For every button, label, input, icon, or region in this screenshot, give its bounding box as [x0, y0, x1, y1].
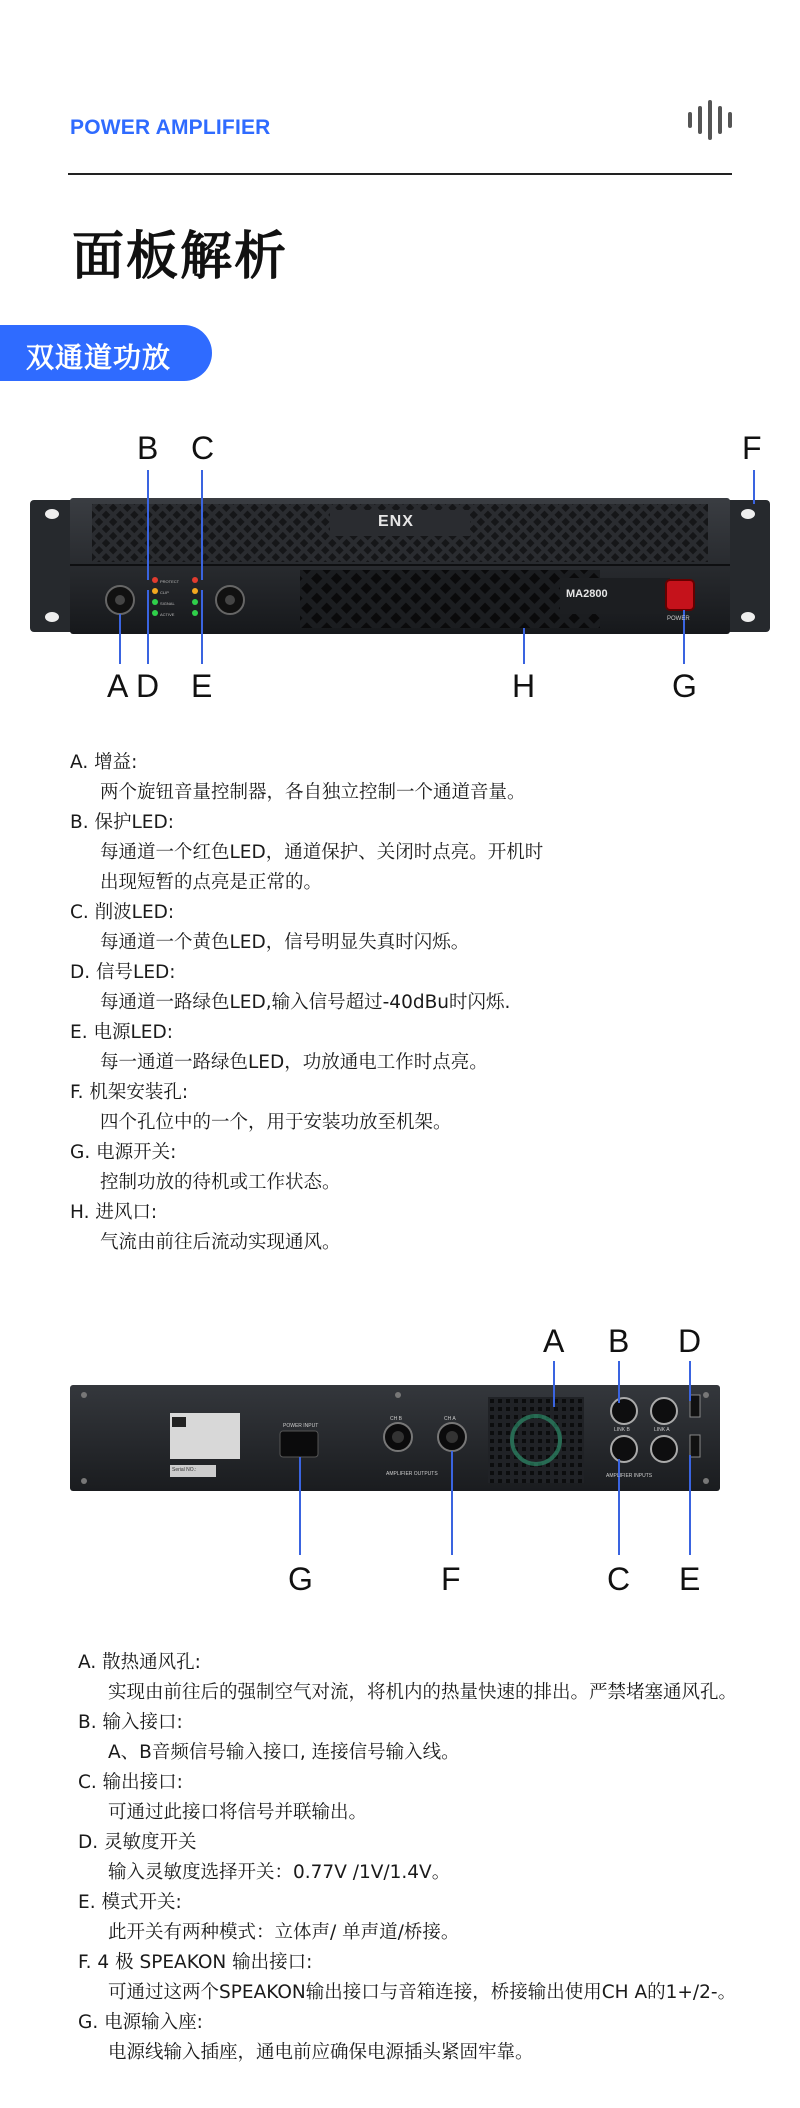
brand-logo: ENX [378, 513, 414, 530]
fan-vent [488, 1397, 584, 1483]
rear-description-list [78, 1648, 737, 2068]
item-text: 可通过这两个SPEAKON输出接口与音箱连接，桥接输出使用CH A的1+/2-。 [108, 1982, 737, 2003]
rack-hole [741, 509, 755, 519]
led-label: SIGNAL [160, 601, 175, 606]
item-title: G. 电源输入座: [78, 2012, 203, 2033]
item-title: B. 保护LED: [70, 812, 174, 833]
ch-a-label: CH A [444, 1416, 456, 1422]
section-tag-label: 双通道功放 [26, 341, 172, 374]
callout-label: F [441, 1561, 461, 1597]
item-title: C. 输出接口: [78, 1772, 183, 1793]
power-inlet [280, 1431, 318, 1457]
callout-label: E [191, 668, 213, 704]
item-text: 出现短暂的点亮是正常的。 [100, 872, 323, 893]
callout-label: C [607, 1561, 631, 1597]
item-title: H. 进风口: [70, 1202, 158, 1223]
list-item [70, 958, 543, 1018]
list-item [78, 1708, 737, 1768]
callout-label: H [512, 668, 536, 704]
ch-b-label: CH B [390, 1416, 402, 1422]
led-label: PROTECT [160, 579, 180, 584]
rack-hole [45, 509, 59, 519]
callout-label: D [678, 1323, 702, 1359]
item-text: 每一通道一路绿色LED，功放通电工作时点亮。 [100, 1052, 488, 1073]
header-divider [68, 173, 732, 175]
item-text: 实现由前往后的强制空气对流，将机内的热量快速的排出。严禁堵塞通风孔。 [108, 1682, 738, 1703]
serial-label: Serial NO.: [172, 1467, 197, 1473]
list-item [78, 1888, 737, 1948]
list-item [70, 1198, 543, 1258]
item-title: D. 信号LED: [70, 962, 176, 983]
item-text: 每通道一个黄色LED，信号明显失真时闪烁。 [100, 932, 470, 953]
callout-label: B [137, 430, 159, 466]
list-item [70, 1138, 543, 1198]
list-item [70, 1078, 543, 1138]
mode-switch [690, 1435, 700, 1457]
callout-label: G [288, 1561, 313, 1597]
list-item [78, 2008, 737, 2068]
item-text: 四个孔位中的一个，用于安装功放至机架。 [100, 1112, 452, 1133]
outputs-label: AMPLIFIER OUTPUTS [386, 1471, 438, 1477]
section-tag [0, 325, 212, 381]
link-a-label: LINK A [654, 1427, 670, 1433]
item-title: F. 4 极 SPEAKON 输出接口: [78, 1952, 313, 1973]
item-title: E. 模式开关: [78, 1892, 182, 1913]
item-text: 可通过此接口将信号并联输出。 [108, 1802, 368, 1823]
list-item [78, 1828, 737, 1888]
brand-label: POWER AMPLIFIER [70, 116, 271, 139]
led-labels [160, 576, 179, 620]
item-text: 此开关有两种模式：立体声/ 单声道/桥接。 [108, 1922, 460, 1943]
inputs-label: AMPLIFIER INPUTS [606, 1473, 653, 1479]
list-item [70, 748, 543, 808]
callout-label: B [608, 1323, 630, 1359]
power-input-label: POWER INPUT [283, 1423, 319, 1429]
led-label: ACTIVE [160, 612, 175, 617]
list-item [78, 1648, 737, 1708]
callout-label: G [672, 668, 697, 704]
callout-label: C [191, 430, 215, 466]
item-title: D. 灵敏度开关 [78, 1832, 197, 1853]
list-item [70, 898, 543, 958]
xlr-input-a [651, 1398, 677, 1424]
rack-hole [45, 612, 59, 622]
front-panel-diagram [0, 430, 800, 710]
item-title: E. 电源LED: [70, 1022, 173, 1043]
list-item [70, 1018, 543, 1078]
item-text: 输入灵敏度选择开关：0.77V /1V/1.4V。 [108, 1862, 451, 1883]
item-title: G. 电源开关: [70, 1142, 177, 1163]
rack-hole [741, 612, 755, 622]
power-switch [666, 580, 694, 610]
callout-label: E [679, 1561, 701, 1597]
item-text: 控制功放的待机或工作状态。 [100, 1172, 341, 1193]
callout-label: A [107, 668, 129, 704]
model-label: MA2800 [566, 588, 608, 600]
item-title: B. 输入接口: [78, 1712, 183, 1733]
xlr-link-a [651, 1436, 677, 1462]
item-title: A. 散热通风孔: [78, 1652, 201, 1673]
item-title: A. 增益: [70, 752, 138, 773]
led-label: CLIP [160, 590, 169, 595]
item-text: 气流由前往后流动实现通风。 [100, 1232, 341, 1253]
list-item [70, 808, 543, 898]
rear-panel-diagram [0, 1325, 800, 1615]
list-item [78, 1948, 737, 2008]
item-text: A、B音频信号输入接口, 连接信号输入线。 [108, 1742, 460, 1763]
intake-grille [300, 570, 600, 628]
item-text: 电源线输入插座，通电前应确保电源插头紧固牢靠。 [108, 2042, 534, 2063]
xlr-link-b [611, 1436, 637, 1462]
callout-label: A [543, 1323, 565, 1359]
list-item [78, 1768, 737, 1828]
item-title: C. 削波LED: [70, 902, 175, 923]
audio-wave-icon [688, 100, 732, 140]
xlr-input-b [611, 1398, 637, 1424]
callout-label: D [136, 668, 160, 704]
sensitivity-switch [690, 1395, 700, 1417]
link-b-label: LINK B [614, 1427, 630, 1433]
page-title: 面板解析 [72, 227, 289, 287]
callout-label: F [742, 430, 762, 466]
power-label: POWER [667, 616, 690, 622]
item-title: F. 机架安装孔: [70, 1082, 189, 1103]
front-description-list [70, 748, 543, 1258]
item-text: 两个旋钮音量控制器，各自独立控制一个通道音量。 [100, 782, 526, 803]
item-text: 每通道一个红色LED，通道保护、关闭时点亮。开机时 [100, 842, 544, 863]
item-text: 每通道一路绿色LED,输入信号超过-40dBu时闪烁. [100, 992, 511, 1013]
